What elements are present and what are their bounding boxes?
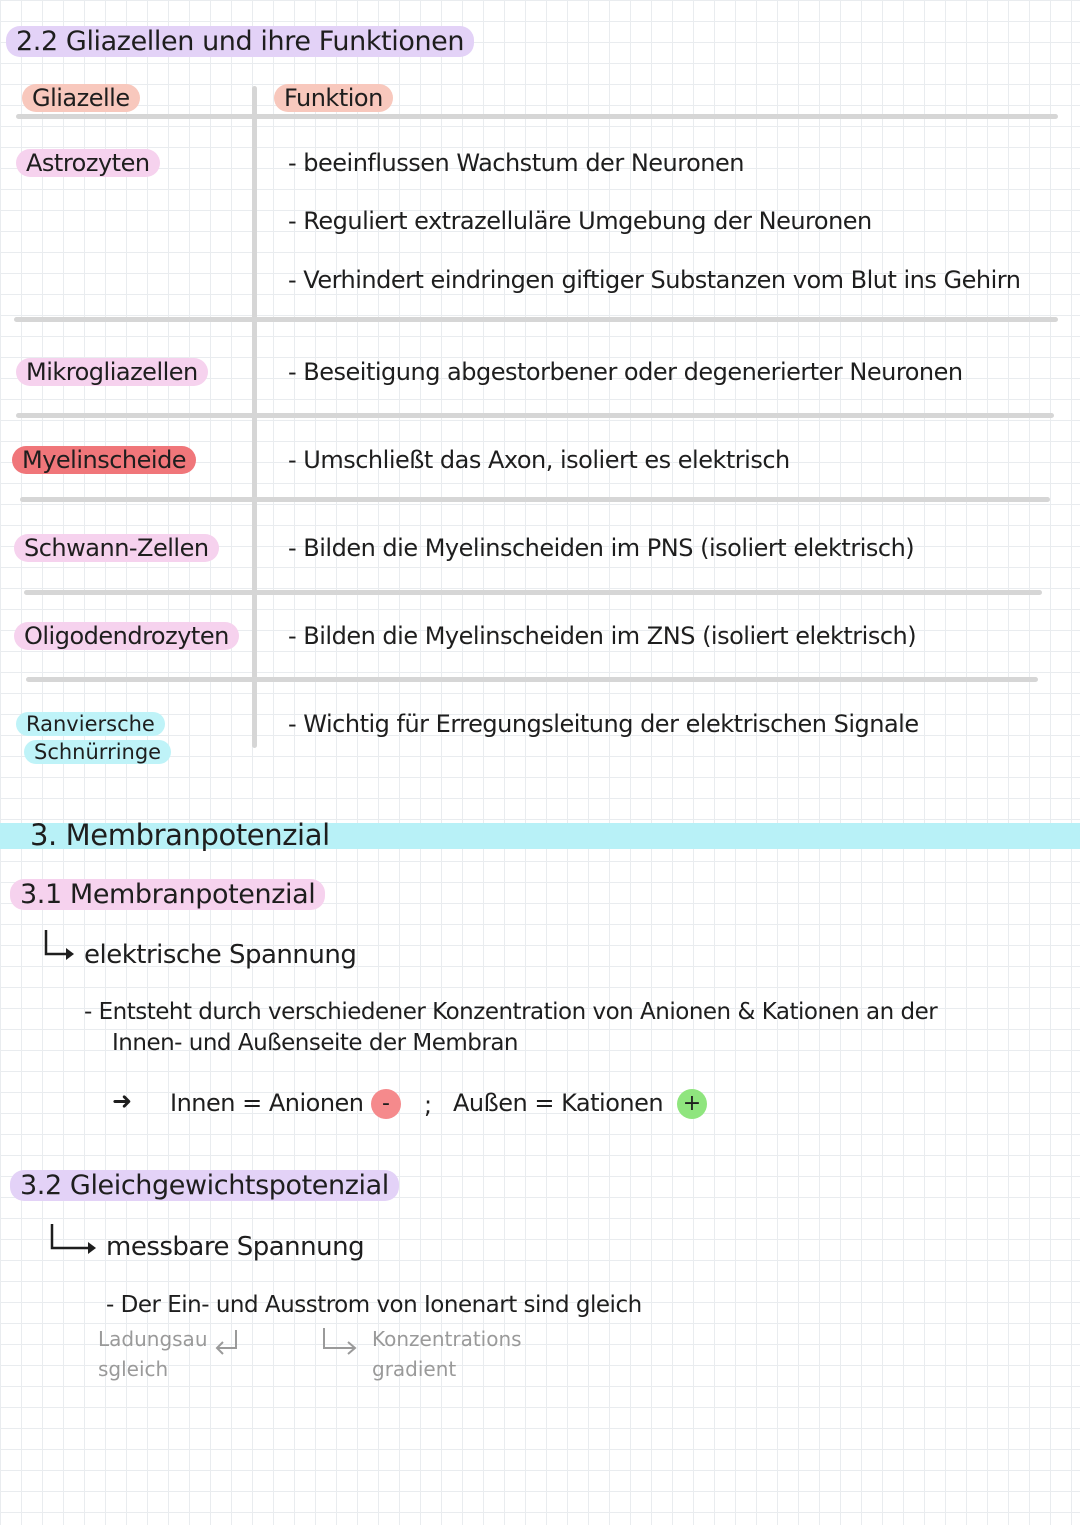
function-text: - Reguliert extrazelluläre Umgebung der Neuronen: [288, 207, 872, 235]
arrow-text-messbare: messbare Spannung: [106, 1232, 365, 1262]
function-text: - Wichtig für Erregungsleitung der elektrischen Signale: [288, 710, 919, 738]
function-text: - Bilden die Myelinscheiden im ZNS (isoliert elektrisch): [288, 622, 917, 650]
row-divider: [20, 497, 1050, 502]
aussen-kationen: Außen = Kationen: [453, 1089, 664, 1117]
plus-icon: +: [677, 1089, 707, 1119]
corner-arrow-gray-icon: [318, 1326, 362, 1360]
cell-ranviersche: Ranviersche: [16, 712, 165, 736]
section-title-2-2: 2.2 Gliazellen und ihre Funktionen: [6, 26, 474, 57]
cell-astrozyten: Astrozyten: [16, 149, 160, 177]
bullet-line: - Entsteht durch verschiedener Konzentration von Anionen & Kationen an der: [84, 999, 938, 1025]
corner-arrow-icon: [42, 928, 78, 964]
row-divider: [26, 677, 1038, 682]
row-divider: [14, 317, 1058, 322]
function-text: - Beseitigung abgestorbener oder degenerierter Neuronen: [288, 358, 963, 386]
note-ladungsausgleich: Ladungsausgleich: [98, 1327, 208, 1381]
innen-anionen: Innen = Anionen: [170, 1089, 364, 1117]
cell-myelinscheide: Myelinscheide: [12, 446, 196, 474]
cell-schnuerringe: Schnürringe: [24, 740, 171, 764]
note-konzentrationsgradient: Konzentrationsgradient: [372, 1327, 522, 1381]
arrow-text-spannung: elektrische Spannung: [84, 940, 357, 970]
cell-mikrogliazellen: Mikrogliazellen: [16, 358, 208, 386]
bullet-line: - Der Ein- und Ausstrom von Ionenart sind gleich: [106, 1292, 642, 1318]
function-text: - Verhindert eindringen giftiger Substanzen vom Blut ins Gehirn: [288, 266, 1021, 294]
separator: ;: [424, 1091, 432, 1119]
table-header-rule: [16, 114, 1058, 119]
function-text: - beeinflussen Wachstum der Neuronen: [288, 149, 744, 177]
cell-schwann-zellen: Schwann-Zellen: [14, 534, 219, 562]
bullet-line-cont: Innen- und Außenseite der Membran: [112, 1030, 519, 1056]
corner-arrow-icon: [48, 1222, 100, 1258]
cell-oligodendrozyten: Oligodendrozyten: [14, 622, 239, 650]
return-arrow-icon: [210, 1326, 244, 1360]
function-text: - Bilden die Myelinscheiden im PNS (isoliert elektrisch): [288, 534, 915, 562]
subsection-title-3-1: 3.1 Membranpotenzial: [10, 879, 325, 910]
minus-icon: -: [371, 1089, 401, 1119]
subsection-title-3-2: 3.2 Gleichgewichtspotenzial: [10, 1170, 399, 1201]
row-divider: [24, 590, 1042, 595]
section-title-3: 3. Membranpotenzial: [30, 818, 330, 852]
function-text: - Umschließt das Axon, isoliert es elektrisch: [288, 446, 790, 474]
header-funktion: Funktion: [274, 84, 393, 112]
header-gliazelle: Gliazelle: [22, 84, 140, 112]
arrow-icon: ➜: [112, 1087, 133, 1115]
row-divider: [16, 413, 1054, 418]
